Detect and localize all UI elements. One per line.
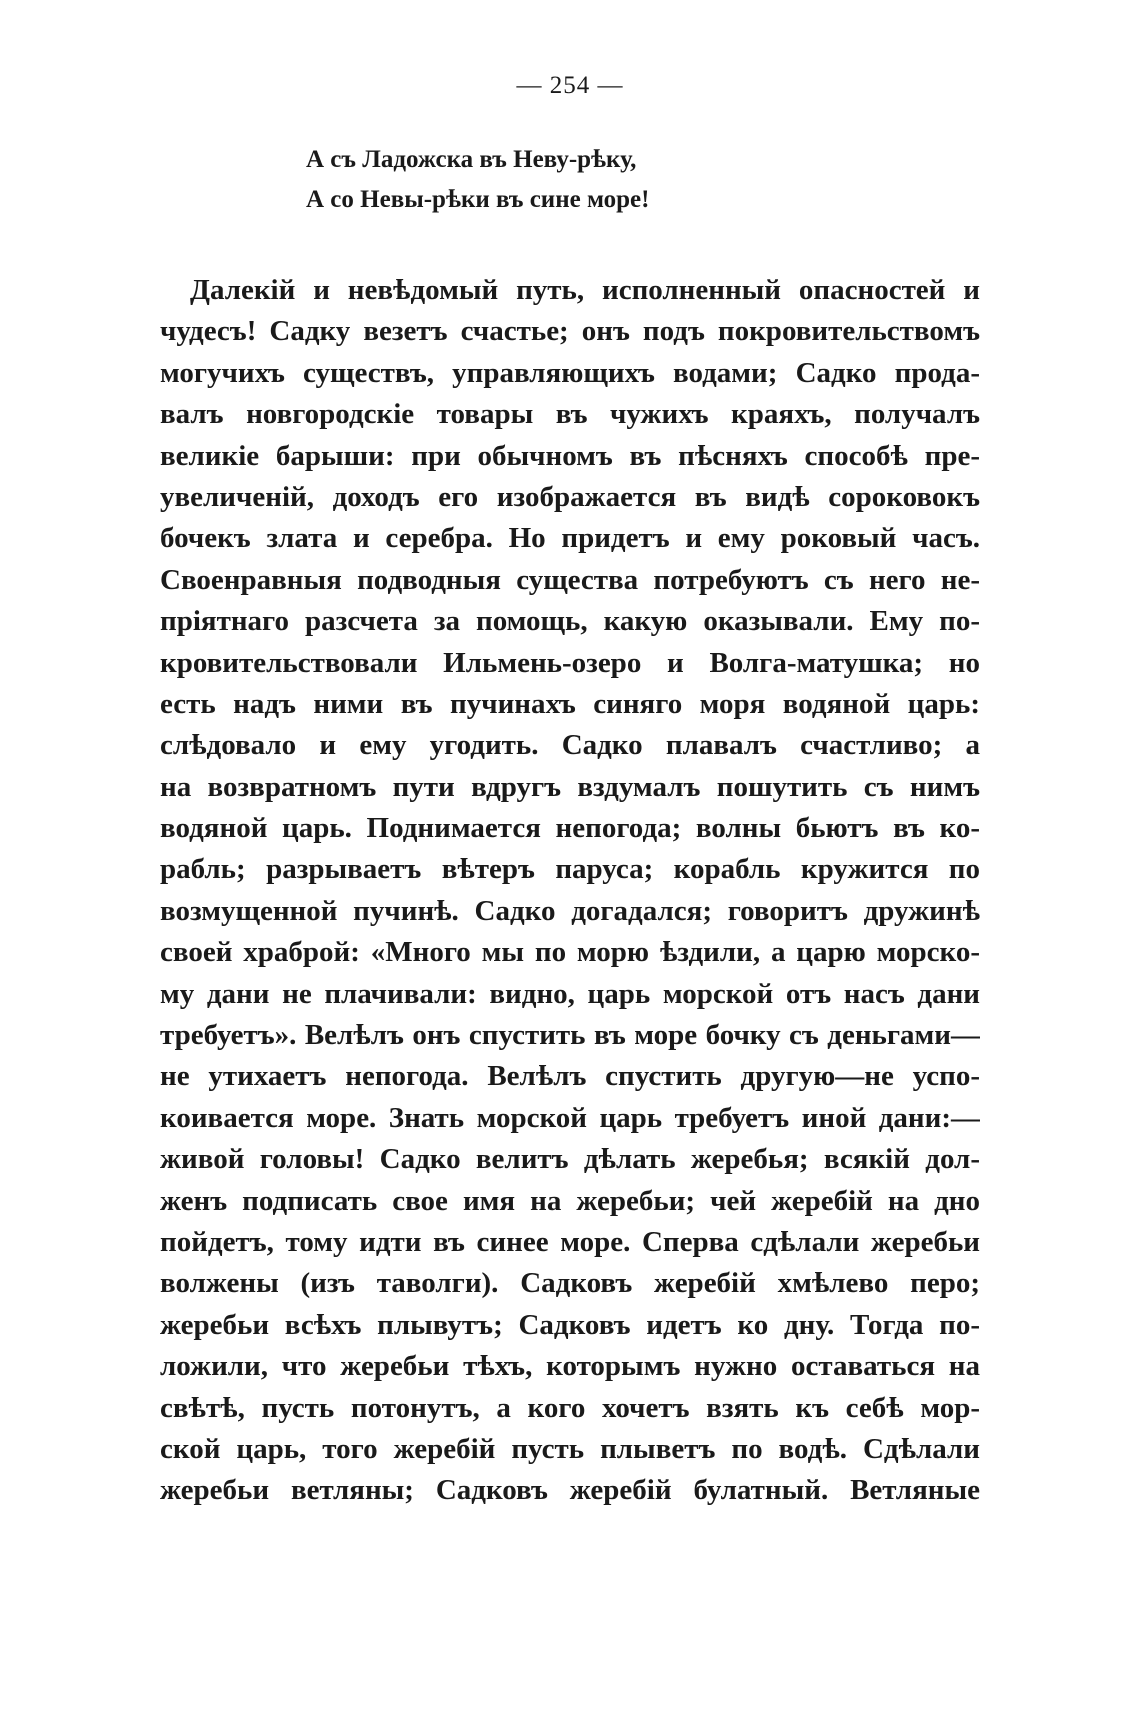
prose-line: жеребьи всѣхъ плывутъ; Садковъ идетъ ко дну. Тогда по- bbox=[160, 1308, 980, 1341]
prose-line: ложили, что жеребьи тѣхъ, которымъ нужно оставаться на bbox=[160, 1350, 980, 1383]
prose-line: не утихаетъ непогода. Велѣлъ спустить другую—не успо- bbox=[160, 1060, 980, 1093]
verse-line: А съ Ладожска въ Неву-рѣку, bbox=[306, 146, 637, 173]
prose-block bbox=[160, 270, 980, 1512]
prose-line: требуетъ». Велѣлъ онъ спустить въ море бочку съ деньгами— bbox=[160, 1019, 980, 1052]
prose-line: женъ подписать свое имя на жеребьи; чей жеребій на дно bbox=[160, 1184, 980, 1217]
verse-line: А со Невы-рѣки въ сине море! bbox=[306, 186, 650, 213]
prose-line: Своенравныя подводныя существа потребуютъ съ него не- bbox=[160, 563, 980, 596]
prose-line: живой головы! Садко велитъ дѣлать жеребья; всякій дол- bbox=[160, 1143, 980, 1176]
prose-line: своей храброй: «Много мы по морю ѣздили, а царю морско- bbox=[160, 936, 980, 969]
prose-line: есть надъ ними въ пучинахъ синяго моря водяной царь: bbox=[160, 687, 980, 720]
prose-line: рабль; разрываетъ вѣтеръ паруса; корабль кружится по bbox=[160, 853, 980, 886]
prose-line: водяной царь. Поднимается непогода; волны бьютъ въ ко- bbox=[160, 812, 980, 845]
prose-line: пріятнаго разсчета за помощь, какую оказывали. Ему по- bbox=[160, 605, 980, 638]
prose-line: ской царь, того жеребій пусть плыветъ по водѣ. Сдѣлали bbox=[160, 1432, 980, 1465]
prose-line: могучихъ существъ, управляющихъ водами; Садко прода- bbox=[160, 356, 980, 389]
prose-line: жеребьи ветляны; Садковъ жеребій булатный. Ветляные bbox=[160, 1474, 980, 1507]
prose-line: свѣтѣ, пусть потонутъ, а кого хочетъ взять къ себѣ мор- bbox=[160, 1391, 980, 1424]
prose-line: пойдетъ, тому идти въ синее море. Сперва сдѣлали жеребьи bbox=[160, 1225, 980, 1258]
prose-line: валъ новгородскіе товары въ чужихъ краяхъ, получалъ bbox=[160, 398, 980, 431]
prose-line: волжены (изъ таволги). Садковъ жеребій хмѣлево перо; bbox=[160, 1267, 980, 1300]
prose-line: коивается море. Знать морской царь требуетъ иной дани:— bbox=[160, 1101, 980, 1134]
prose-line: на возвратномъ пути вдругъ вздумалъ пошутить съ нимъ bbox=[160, 770, 980, 803]
prose-line: бочекъ злата и серебра. Но придетъ и ему роковый часъ. bbox=[160, 522, 980, 555]
prose-line: слѣдовало и ему угодить. Садко плавалъ счастливо; а bbox=[160, 729, 980, 762]
prose-line: му дани не плачивали: видно, царь морской отъ насъ дани bbox=[160, 977, 980, 1010]
prose-line: кровительствовали Ильмень-озеро и Волга-матушка; но bbox=[160, 646, 980, 679]
page-number: — 254 — bbox=[516, 72, 624, 99]
prose-line: Далекій и невѣдомый путь, исполненный опасностей и bbox=[190, 274, 980, 306]
prose-line: великіе барыши: при обычномъ въ пѣсняхъ способѣ пре- bbox=[160, 439, 980, 472]
prose-line: возмущенной пучинѣ. Садко догадался; говоритъ дружинѣ bbox=[160, 894, 980, 927]
verse-block bbox=[306, 140, 906, 220]
prose-line: чудесъ! Садку везетъ счастье; онъ подъ покровительствомъ bbox=[160, 315, 980, 348]
prose-line: увеличеній, доходъ его изображается въ видѣ сороковокъ bbox=[160, 480, 980, 513]
